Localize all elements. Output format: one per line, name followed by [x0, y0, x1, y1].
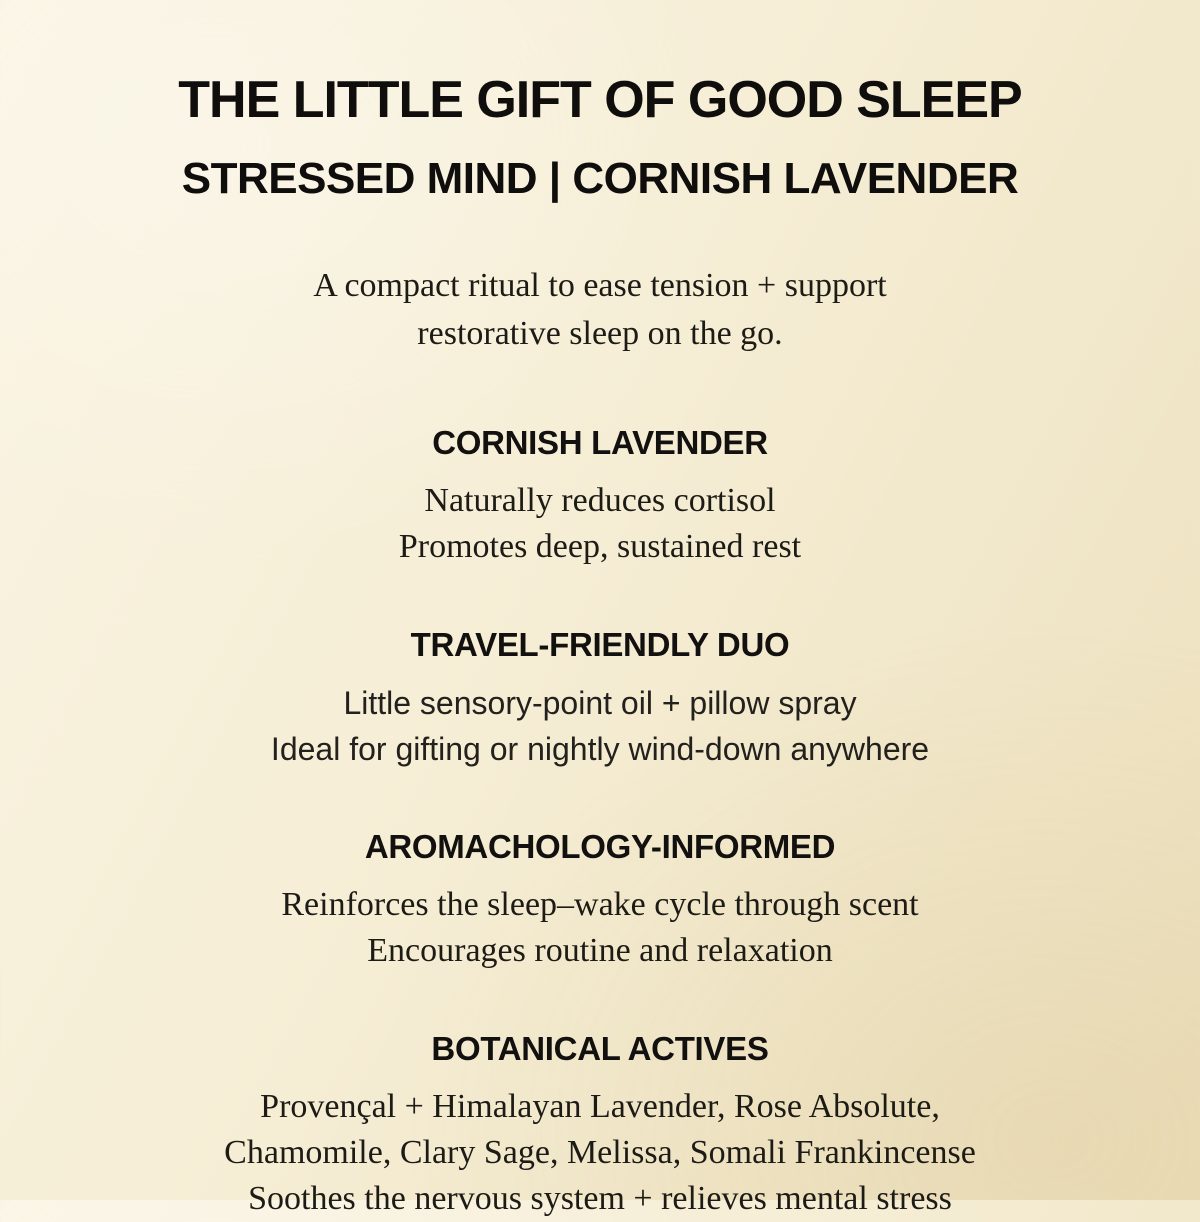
- section-line: Little sensory-point oil + pillow spray: [343, 685, 857, 721]
- section-line: Naturally reduces cortisol: [424, 482, 776, 519]
- section-heading: AROMACHOLOGY-INFORMED: [364, 828, 836, 865]
- section-heading: CORNISH LAVENDER: [432, 424, 768, 461]
- page-subtitle: STRESSED MIND | CORNISH LAVENDER: [181, 154, 1019, 203]
- section-body: [0, 1084, 1200, 1222]
- section-line: Soothes the nervous system + relieves mental stress: [248, 1180, 952, 1217]
- intro-line: restorative sleep on the go.: [417, 315, 783, 352]
- page-title: THE LITTLE GIFT OF GOOD SLEEP: [178, 71, 1022, 129]
- section-line: Reinforces the sleep–wake cycle through scent: [281, 886, 919, 923]
- section-line: Chamomile, Clary Sage, Melissa, Somali Frankincense: [224, 1134, 976, 1171]
- section-heading: TRAVEL-FRIENDLY DUO: [410, 626, 790, 663]
- section-body: [0, 478, 1200, 570]
- section-body: [0, 882, 1200, 974]
- section-cornish-lavender: [0, 424, 1200, 570]
- section-line: Ideal for gifting or nightly wind-down anywhere: [270, 731, 930, 767]
- intro-text: [0, 262, 1200, 358]
- section-travel-friendly-duo: [0, 626, 1200, 772]
- intro-line: A compact ritual to ease tension + support: [313, 267, 887, 304]
- section-botanical-actives: [0, 1030, 1200, 1222]
- section-line: Provençal + Himalayan Lavender, Rose Absolute,: [260, 1088, 940, 1125]
- section-body: [0, 680, 1200, 772]
- section-line: Promotes deep, sustained rest: [398, 528, 802, 565]
- section-line: Encourages routine and relaxation: [367, 932, 833, 969]
- section-heading: BOTANICAL ACTIVES: [431, 1030, 769, 1067]
- section-aromachology-informed: [0, 828, 1200, 974]
